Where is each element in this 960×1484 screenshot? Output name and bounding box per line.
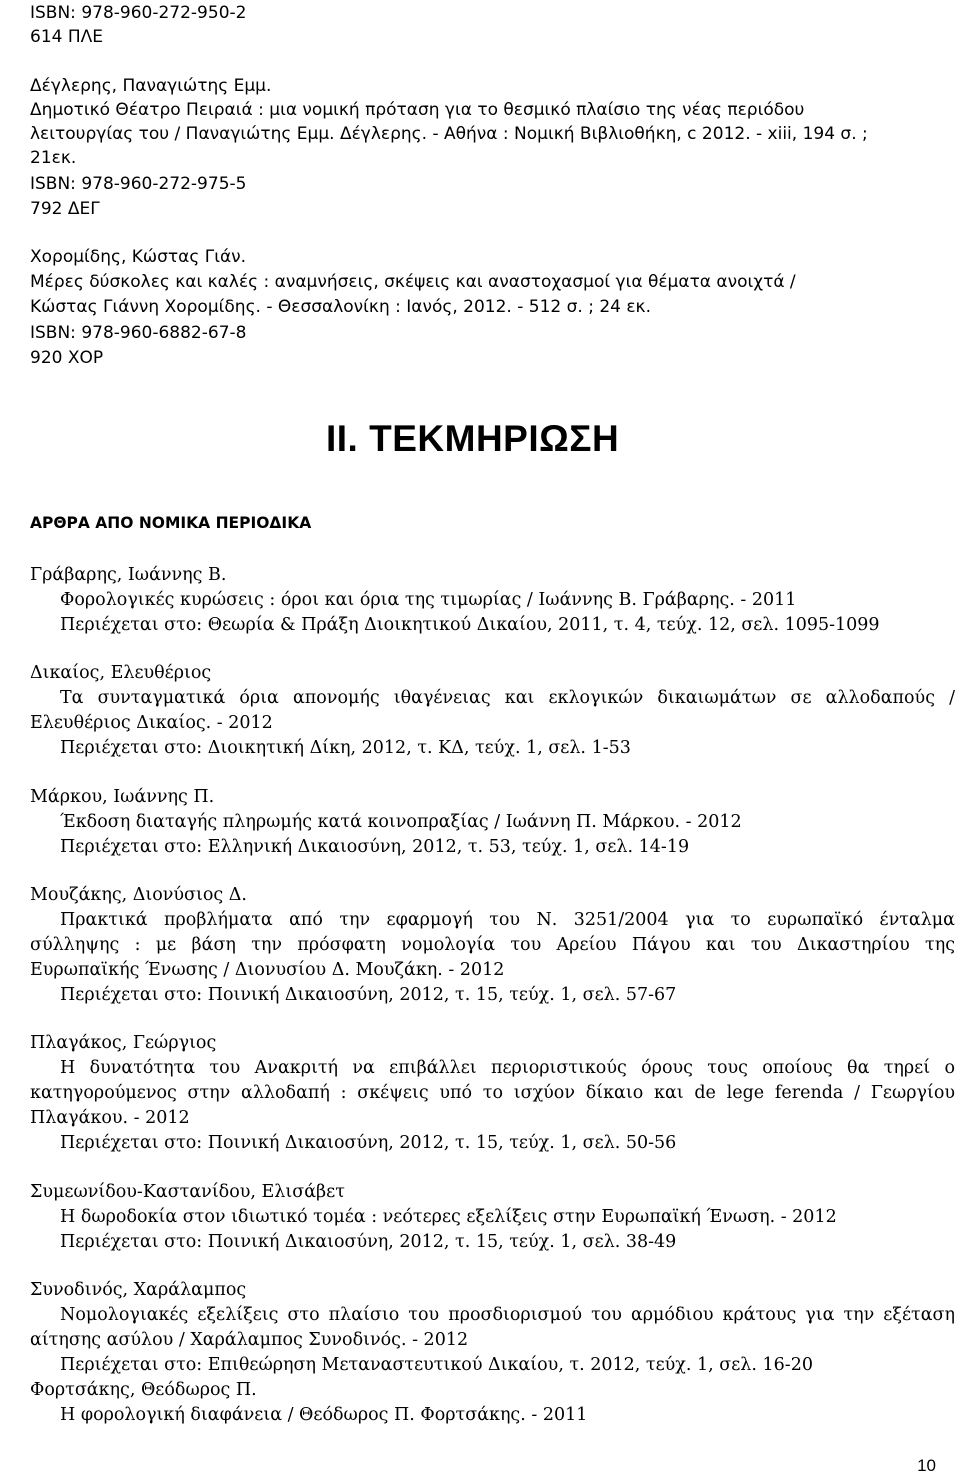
article-author: Μάρκου, Ιωάννης Π. [30, 787, 215, 807]
article-source: Περιέχεται στο: Θεωρία & Πράξη Διοικητικού Δικαίου, 2011, τ. 4, τεύχ. 12, σελ. 1095-1099 [60, 615, 880, 635]
article-author: Γράβαρης, Ιωάννης Β. [30, 565, 227, 585]
call-number: 792 ΔΕΓ [30, 199, 100, 219]
article-title-line: Η δωροδοκία στον ιδιωτικό τομέα : νεότερες εξελίξεις στην Ευρωπαϊκή Ένωση. - 2012 [60, 1207, 837, 1227]
entry-desc-line: λειτουργίας του / Παναγιώτης Εμμ. Δέγλερης. - Αθήνα : Νομική Βιβλιοθήκη, c 2012. - xiii, 194 σ. ; [30, 124, 868, 144]
subsection-title: ΑΡΘΡΑ ΑΠΟ ΝΟΜΙΚΑ ΠΕΡΙΟΔΙΚΑ [30, 514, 312, 532]
entry-author: Δέγλερης, Παναγιώτης Εμμ. [30, 76, 272, 96]
article-source: Περιέχεται στο: Ποινική Δικαιοσύνη, 2012, τ. 15, τεύχ. 1, σελ. 38-49 [60, 1232, 677, 1252]
article-title-line: κατηγορούμενος στην αλλοδαπή : σκέψεις υπό το ισχύον δίκαιο και de lege ferenda / Γεωργίου [30, 1083, 955, 1103]
article-title-line: Πλαγάκου. - 2012 [30, 1108, 190, 1128]
isbn-line: ISBN: 978-960-272-975-5 [30, 174, 247, 194]
article-title-line: Τα συνταγματικά όρια απονομής ιθαγένειας και εκλογικών δικαιωμάτων σε αλλοδαπούς / [60, 688, 955, 708]
article-author: Συμεωνίδου-Καστανίδου, Ελισάβετ [30, 1182, 345, 1202]
entry-author: Χορομίδης, Κώστας Γιάν. [30, 247, 247, 267]
article-title-line: Πρακτικά προβλήματα από την εφαρμογή του Ν. 3251/2004 για το ευρωπαϊκό ένταλμα [60, 910, 955, 930]
call-number: 614 ΠΛΕ [30, 27, 104, 47]
entry-desc-line: Κώστας Γιάννη Χορομίδης. - Θεσσαλονίκη : Ιανός, 2012. - 512 σ. ; 24 εκ. [30, 297, 651, 317]
article-author: Συνοδινός, Χαράλαμπος [30, 1280, 247, 1300]
isbn-line: ISBN: 978-960-6882-67-8 [30, 323, 247, 343]
article-title-line: Η φορολογική διαφάνεια / Θεόδωρος Π. Φορτσάκης. - 2011 [60, 1405, 588, 1425]
article-source: Περιέχεται στο: Ποινική Δικαιοσύνη, 2012, τ. 15, τεύχ. 1, σελ. 50-56 [60, 1133, 677, 1153]
article-source: Περιέχεται στο: Ποινική Δικαιοσύνη, 2012, τ. 15, τεύχ. 1, σελ. 57-67 [60, 985, 677, 1005]
section-title: ΙΙ. ΤΕΚΜΗΡΙΩΣΗ [326, 418, 620, 459]
article-title-line: Ευρωπαϊκής Ένωσης / Διονυσίου Δ. Μουζάκη. - 2012 [30, 960, 505, 980]
article-author: Δικαίος, Ελευθέριος [30, 663, 212, 683]
article-title-line: Νομολογιακές εξελίξεις στο πλαίσιο του προσδιορισμού του αρμόδιου κράτους για την εξέταση [60, 1305, 955, 1325]
article-author: Μουζάκης, Διονύσιος Δ. [30, 885, 247, 905]
entry-desc-line: Μέρες δύσκολες και καλές : αναμνήσεις, σκέψεις και αναστοχασμοί για θέματα ανοιχτά / [30, 272, 796, 292]
article-title-line: Η δυνατότητα του Ανακριτή να επιβάλλει περιοριστικούς όρους τους οποίους θα τηρεί ο [60, 1058, 955, 1078]
article-title-line: αίτησης ασύλου / Χαράλαμπος Συνοδινός. - 2012 [30, 1330, 469, 1350]
article-author: Φορτσάκης, Θεόδωρος Π. [30, 1380, 257, 1400]
isbn-line: ISBN: 978-960-272-950-2 [30, 3, 247, 23]
entry-desc-line: Δημοτικό Θέατρο Πειραιά : μια νομική πρόταση για το θεσμικό πλαίσιο της νέας περιόδου [30, 100, 805, 120]
call-number: 920 ΧΟΡ [30, 348, 104, 368]
article-source: Περιέχεται στο: Διοικητική Δίκη, 2012, τ. ΚΔ, τεύχ. 1, σελ. 1-53 [60, 738, 631, 758]
article-title-line: Ελευθέριος Δικαίος. - 2012 [30, 713, 273, 733]
article-title-line: σύλληψης : με βάση την πρόσφατη νομολογία του Αρείου Πάγου και του Δικαστηρίου της [30, 935, 955, 955]
article-author: Πλαγάκος, Γεώργιος [30, 1033, 217, 1053]
page-number: 10 [917, 1456, 936, 1475]
article-title-line: Φορολογικές κυρώσεις : όροι και όρια της τιμωρίας / Ιωάννης Β. Γράβαρης. - 2011 [60, 590, 797, 610]
article-source: Περιέχεται στο: Ελληνική Δικαιοσύνη, 2012, τ. 53, τεύχ. 1, σελ. 14-19 [60, 837, 690, 857]
article-source: Περιέχεται στο: Επιθεώρηση Μεταναστευτικού Δικαίου, τ. 2012, τεύχ. 1, σελ. 16-20 [60, 1355, 813, 1375]
entry-desc-line: 21εκ. [30, 148, 77, 168]
article-title-line: Έκδοση διαταγής πληρωμής κατά κοινοπραξίας / Ιωάννη Π. Μάρκου. - 2012 [60, 812, 742, 832]
